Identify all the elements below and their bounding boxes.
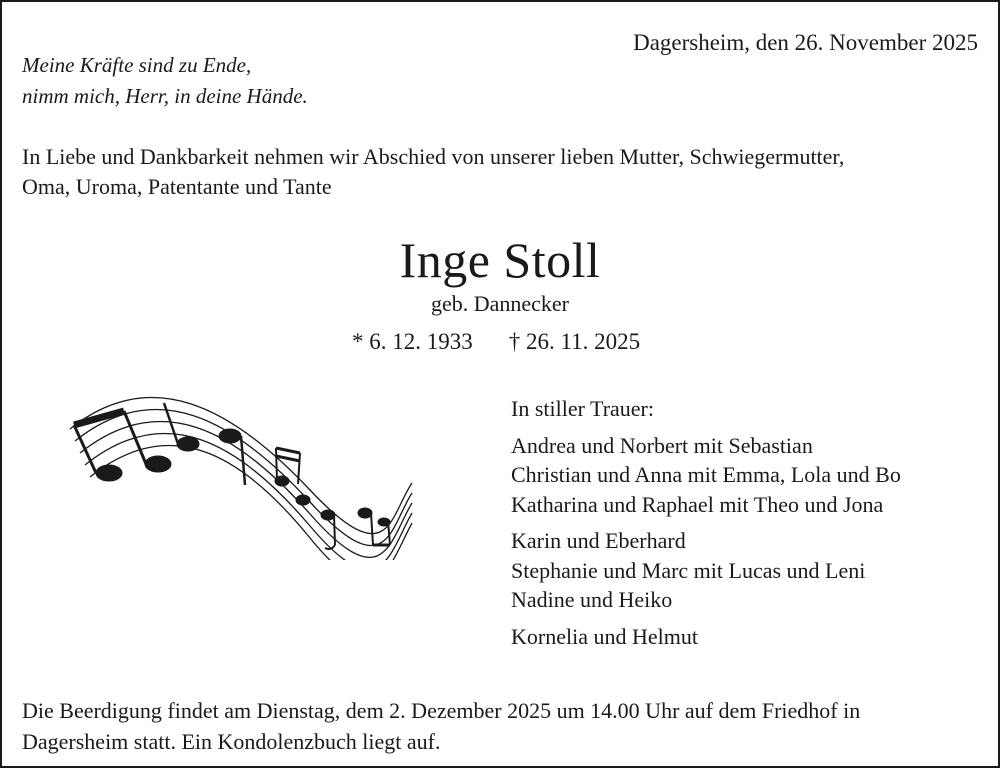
mourner-line: Karin und Eberhard: [511, 528, 686, 553]
death-date: † 26. 11. 2025: [508, 329, 641, 354]
mourners-heading: In stiller Trauer:: [511, 396, 654, 421]
maiden-name: geb. Dannecker: [430, 291, 570, 316]
mourner-line: Andrea und Norbert mit Sebastian: [511, 432, 813, 458]
mourner-line: Katharina und Raphael mit Theo und Jona: [511, 491, 884, 517]
motto-verse: [22, 50, 308, 112]
intro-text: [22, 142, 977, 202]
motto-line: nimm mich, Herr, in deine Hände.: [22, 84, 308, 108]
funeral-notice: [22, 695, 980, 757]
funeral-line: Die Beerdigung findet am Dienstag, dem 2. Dezember 2025 um 14.00 Uhr auf dem Friedhof in: [22, 698, 861, 723]
mourner-line: Kornelia und Helmut: [511, 623, 698, 649]
intro-line: Oma, Uroma, Patentante und Tante: [22, 174, 332, 199]
music-staff-notes-icon: [60, 385, 420, 560]
mourner-line: Christian und Anna mit Emma, Lola und Bo: [511, 462, 901, 487]
deceased-name: Inge Stoll: [399, 232, 601, 288]
intro-line: In Liebe und Dankbarkeit nehmen wir Abschied von unserer lieben Mutter, Schwiegermutter,: [22, 144, 845, 169]
place-date: Dagersheim, den 26. November 2025: [633, 30, 978, 55]
motto-line: Meine Kräfte sind zu Ende,: [22, 53, 252, 77]
funeral-line: Dagersheim statt. Ein Kondolenzbuch liegt auf.: [22, 729, 441, 754]
life-dates: [352, 329, 640, 355]
mourners-list: [511, 394, 901, 651]
birth-date: * 6. 12. 1933: [352, 329, 473, 354]
mourner-line: Nadine und Heiko: [511, 587, 673, 612]
mourner-line: Stephanie und Marc mit Lucas und Leni: [511, 557, 866, 583]
